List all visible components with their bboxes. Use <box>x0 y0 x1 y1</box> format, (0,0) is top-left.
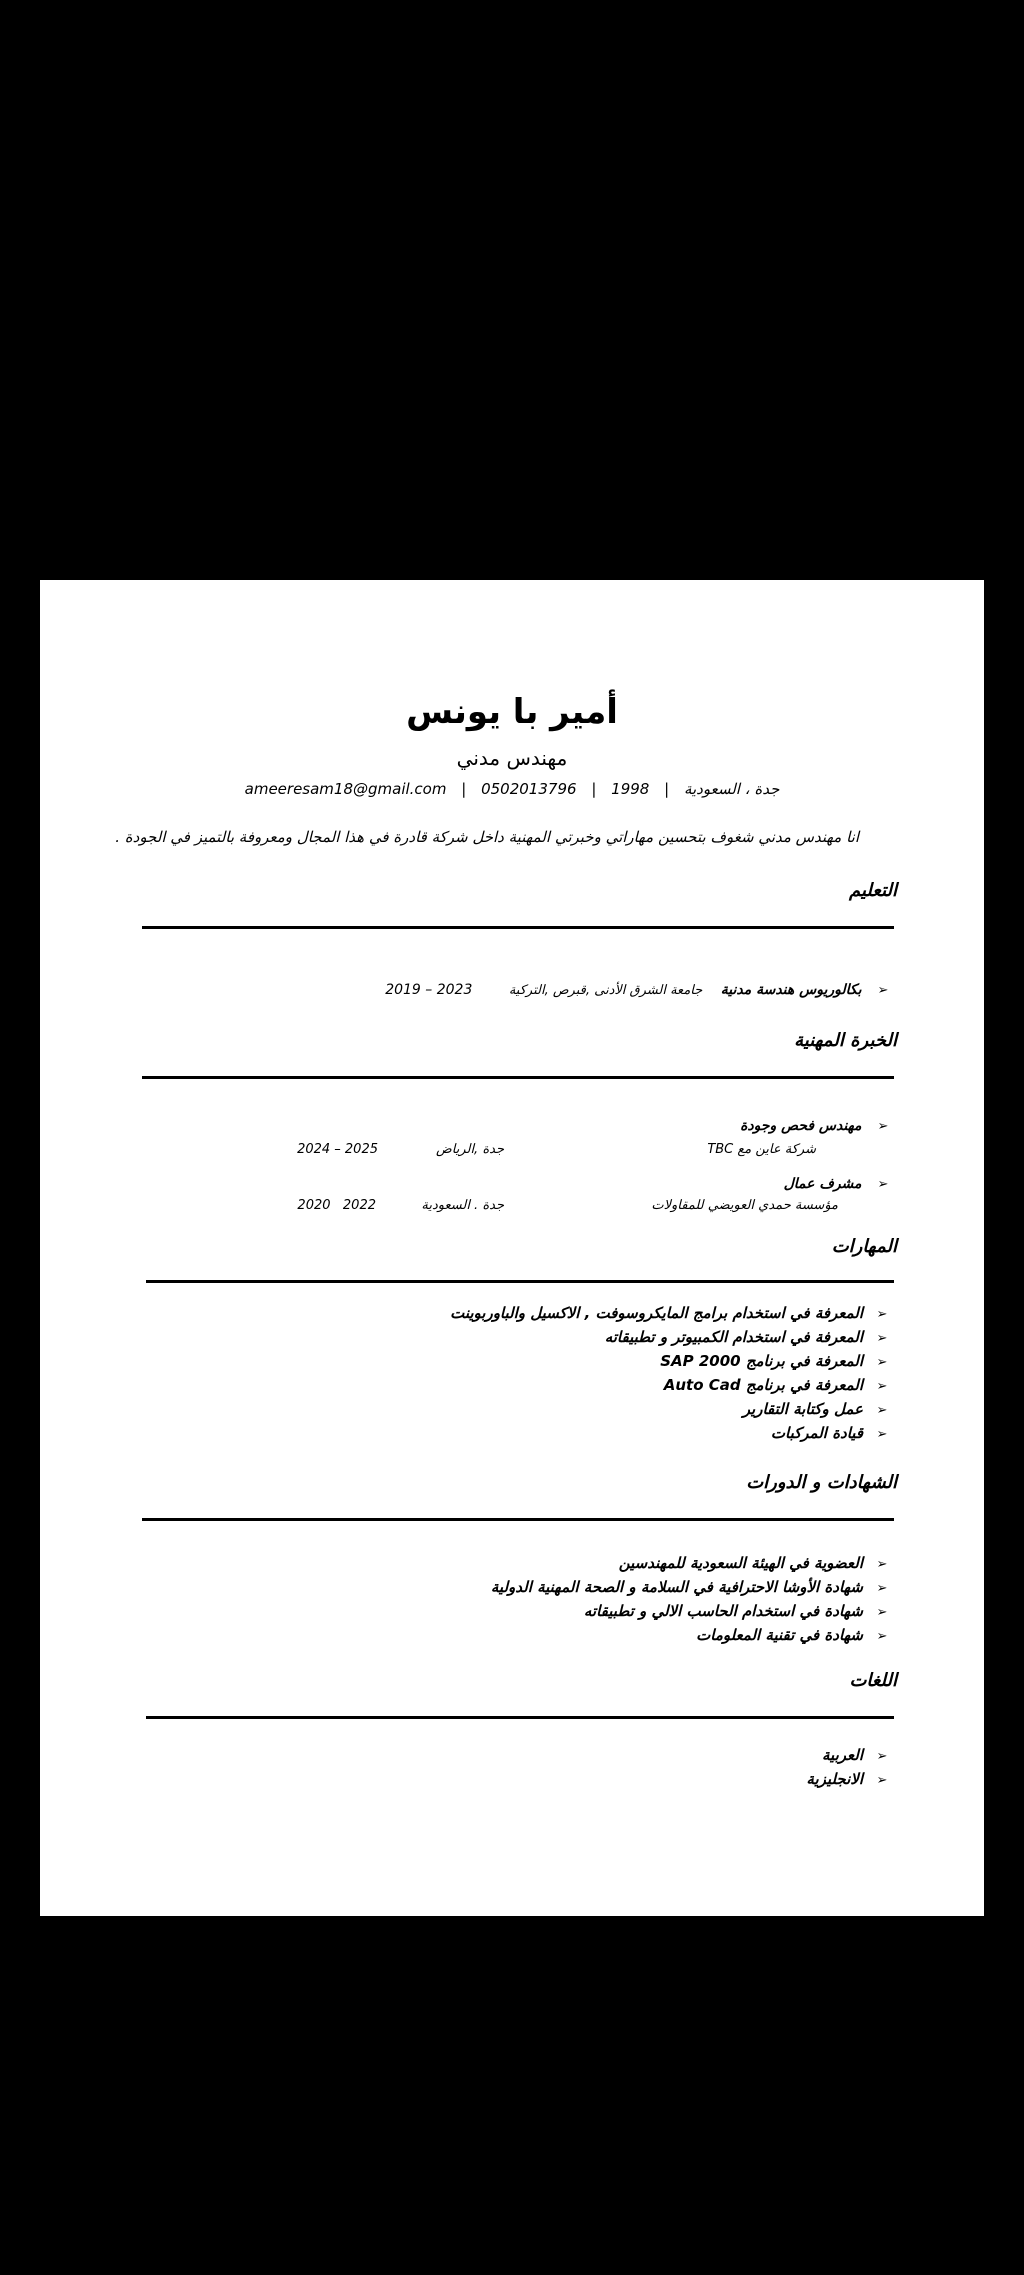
location: جدة ، السعودية <box>683 780 780 798</box>
checkmark-bullet-icon: ➢ <box>876 1773 888 1788</box>
list-item: ➢المعرفة في استخدام الكمبيوتر و تطبيقاته <box>450 1326 891 1350</box>
checkmark-bullet-icon: ➢ <box>877 983 889 998</box>
list-item: ➢عمل وكتابة التقارير <box>450 1398 891 1422</box>
separator: | <box>664 780 670 798</box>
separator: | <box>591 780 597 798</box>
divider <box>142 1076 894 1079</box>
section-title-languages: اللغات <box>849 1670 897 1691</box>
section-title-education: التعليم <box>849 880 897 901</box>
checkmark-bullet-icon: ➢ <box>876 1557 888 1572</box>
checkmark-bullet-icon: ➢ <box>876 1355 888 1370</box>
separator: | <box>461 780 467 798</box>
university: جامعة الشرق الأدنى ,قبرص ,التركية <box>508 983 703 998</box>
divider <box>146 1716 894 1719</box>
list-item: ➢المعرفة في استخدام برامج المايكروسوفت , الاكسيل والباوربوينت <box>450 1302 891 1326</box>
checkmark-bullet-icon: ➢ <box>876 1629 888 1644</box>
divider <box>142 1518 894 1521</box>
education-years: 2019 – 2023 <box>385 982 473 998</box>
checkmark-bullet-icon: ➢ <box>876 1581 888 1596</box>
section-title-skills: المهارات <box>831 1236 897 1257</box>
checkmark-bullet-icon: ➢ <box>877 1119 889 1134</box>
checkmark-bullet-icon: ➢ <box>876 1307 888 1322</box>
job-location: جدة ,الرياض <box>436 1142 504 1157</box>
summary-text: انا مهندس مدني شغوف بتحسين مهاراتي وخبرتي المهنية داخل شركة قادرة في هذا المجال ومعروفة بالتميز في الجودة . <box>115 828 859 846</box>
list-item: ➢المعرفة في برنامج Auto Cad <box>450 1374 891 1398</box>
checkmark-bullet-icon: ➢ <box>876 1379 888 1394</box>
job-years: 2024 – 2025 <box>297 1142 378 1157</box>
checkmark-bullet-icon: ➢ <box>876 1331 888 1346</box>
job-role-1 <box>740 1118 892 1134</box>
job-location: جدة . السعودية <box>421 1198 504 1213</box>
resume-page <box>40 580 984 1916</box>
job-role-2 <box>784 1176 892 1192</box>
section-title-experience: الخبرة المهنية <box>794 1030 897 1051</box>
list-item: ➢شهادة الأوشا الاحترافية في السلامة و الصحة المهنية الدولية <box>491 1576 891 1600</box>
checkmark-bullet-icon: ➢ <box>876 1427 888 1442</box>
divider <box>142 926 894 929</box>
checkmark-bullet-icon: ➢ <box>876 1403 888 1418</box>
job-role: مهندس فحص وجودة <box>740 1118 862 1134</box>
degree: بكالوريوس هندسة مدنية <box>720 982 862 998</box>
job-company: شركة عاين مع TBC <box>707 1142 816 1157</box>
email: ameeresam18@gmail.com <box>244 780 447 798</box>
languages-list <box>806 1744 891 1792</box>
list-item: ➢قيادة المركبات <box>450 1422 891 1446</box>
section-title-certificates: الشهادات و الدورات <box>746 1472 897 1493</box>
checkmark-bullet-icon: ➢ <box>877 1177 889 1192</box>
divider <box>146 1280 894 1283</box>
skills-list <box>450 1302 891 1446</box>
job-years: 2020 2022 <box>297 1198 376 1213</box>
job-title: مهندس مدني <box>456 746 568 770</box>
job-role: مشرف عمال <box>783 1176 862 1192</box>
list-item: ➢العربية <box>806 1744 891 1768</box>
list-item: ➢العضوية في الهيئة السعودية للمهندسين <box>491 1552 891 1576</box>
checkmark-bullet-icon: ➢ <box>876 1749 888 1764</box>
job-company: مؤسسة حمدي العويضي للمقاولات <box>651 1198 838 1213</box>
checkmark-bullet-icon: ➢ <box>876 1605 888 1620</box>
list-item: ➢المعرفة في برنامج SAP 2000 <box>450 1350 891 1374</box>
certificates-list <box>491 1552 891 1648</box>
phone: 0502013796 <box>481 780 577 798</box>
contact-line <box>40 780 984 798</box>
list-item: ➢شهادة في استخدام الحاسب الالي و تطبيقاته <box>491 1600 891 1624</box>
education-entry <box>385 982 892 998</box>
resume-name: أمير با يونس <box>406 692 618 732</box>
birth-year: 1998 <box>611 780 650 798</box>
list-item: ➢الانجليزية <box>806 1768 891 1792</box>
list-item: ➢شهادة في تقنية المعلومات <box>491 1624 891 1648</box>
